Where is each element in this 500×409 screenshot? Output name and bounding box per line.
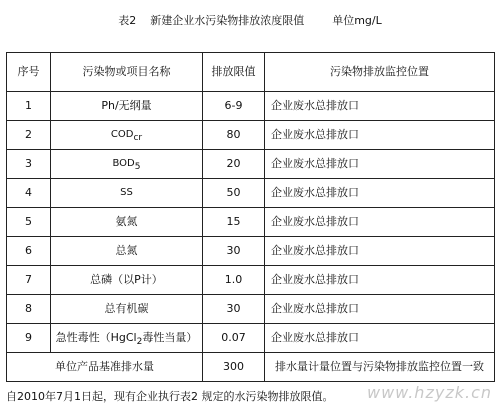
row-monitoring-location: 企业废水总排放口	[265, 237, 495, 266]
table-footer-row	[7, 353, 495, 382]
baseline-drainage-label: 单位产品基准排水量	[7, 353, 203, 382]
row-serial: 3	[7, 150, 51, 179]
pollutant-name-main: COD	[110, 129, 134, 140]
watermark: www.hzyzk.cn	[366, 383, 492, 402]
row-limit: 1.0	[203, 266, 265, 295]
row-limit: 80	[203, 121, 265, 150]
footnote: 自2010年7月1日起，现有企业执行表2 规定的水污染物排放限值。	[6, 390, 334, 403]
row-limit: 30	[203, 295, 265, 324]
row-pollutant-name: 氨氮	[51, 208, 203, 237]
row-serial: 7	[7, 266, 51, 295]
table-title: 表2 新建企业水污染物排放浓度限值 单位mg/L	[118, 14, 382, 27]
row-serial: 2	[7, 121, 51, 150]
row-pollutant-name	[51, 324, 203, 353]
row-monitoring-location: 企业废水总排放口	[265, 266, 495, 295]
table-row	[7, 121, 495, 150]
row-pollutant-name: 总磷（以P计）	[51, 266, 203, 295]
table-row	[7, 324, 495, 353]
row-pollutant-name	[51, 150, 203, 179]
row-pollutant-name: SS	[51, 179, 203, 208]
row-limit: 6-9	[203, 92, 265, 121]
table-row	[7, 150, 495, 179]
table-row	[7, 179, 495, 208]
header-pollutant-name: 污染物或项目名称	[51, 53, 203, 92]
pollutant-name-subscript: 5	[134, 162, 141, 172]
row-serial: 1	[7, 92, 51, 121]
table-row	[7, 266, 495, 295]
emission-limits-table	[6, 52, 495, 382]
row-limit: 30	[203, 237, 265, 266]
row-pollutant-name	[51, 121, 203, 150]
row-serial: 5	[7, 208, 51, 237]
row-pollutant-name: 总有机碳	[51, 295, 203, 324]
header-limit: 排放限值	[203, 53, 265, 92]
row-serial: 4	[7, 179, 51, 208]
row-monitoring-location: 企业废水总排放口	[265, 295, 495, 324]
pollutant-name-suffix: 毒性当量）	[142, 331, 198, 344]
header-monitoring-location: 污染物排放监控位置	[265, 53, 495, 92]
pollutant-name-main: BOD	[112, 158, 135, 169]
table-header-row	[7, 53, 495, 92]
pollutant-name-prefix: 急性毒性（HgCl	[55, 331, 137, 344]
row-serial: 8	[7, 295, 51, 324]
row-serial: 6	[7, 237, 51, 266]
table-row	[7, 237, 495, 266]
row-monitoring-location: 企业废水总排放口	[265, 150, 495, 179]
table-row	[7, 208, 495, 237]
pollutant-name-subscript: 2	[136, 337, 143, 347]
row-limit: 20	[203, 150, 265, 179]
table-row	[7, 295, 495, 324]
pollutant-name-subscript: cr	[133, 133, 143, 143]
row-monitoring-location: 企业废水总排放口	[265, 179, 495, 208]
row-monitoring-location: 企业废水总排放口	[265, 121, 495, 150]
baseline-drainage-location: 排水量计量位置与污染物排放监控位置一致	[265, 353, 495, 382]
row-limit: 15	[203, 208, 265, 237]
baseline-drainage-limit: 300	[203, 353, 265, 382]
row-limit: 0.07	[203, 324, 265, 353]
row-pollutant-name: 总氮	[51, 237, 203, 266]
table-row	[7, 92, 495, 121]
row-monitoring-location: 企业废水总排放口	[265, 324, 495, 353]
row-limit: 50	[203, 179, 265, 208]
row-monitoring-location: 企业废水总排放口	[265, 208, 495, 237]
row-pollutant-name: Ph/无纲量	[51, 92, 203, 121]
row-monitoring-location: 企业废水总排放口	[265, 92, 495, 121]
header-serial: 序号	[7, 53, 51, 92]
row-serial: 9	[7, 324, 51, 353]
